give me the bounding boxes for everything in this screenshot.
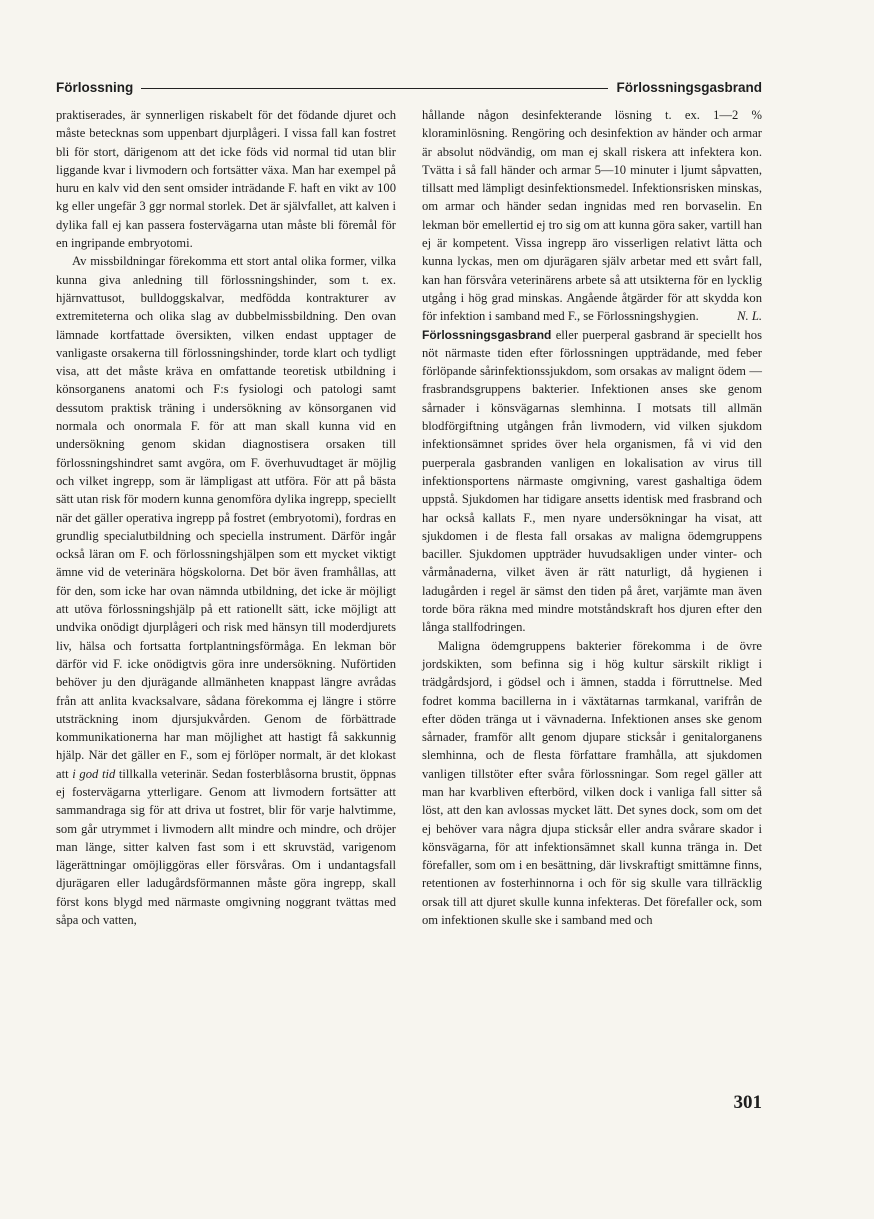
paragraph xyxy=(422,106,762,326)
paragraph-text: Av missbildningar förekomma ett stort antal olika former, vilka kunna giva anledning till förlossningshinder, som t. ex. hjärnvattusot, bulldoggskalvar, medfödda kontrakturer av extremiteterna och olika slag av dubbelmissbildning. Den ovan lämnade kortfattade översikten, vilken endast upptager de vanligaste orsakerna till förlossningshinder, torde klart och tydligt visa, att det måste kräva en omfattande teoretisk utbildning i könsorganens anatomi och F:s fysiologi och patologi samt dessutom praktisk träning i undersökning av könsorganen vid normala och onormala F. för att man skall kunna vid en undersökning genom skidan diagnostisera orsaken till förlossningshindret samt avgöra, om F. överhuvudtaget är möjlig och vilket ingrepp, som är lämpligast att utföra. För att på bästa sätt utan risk för modern kunna genomföra dylika ingrepp, speciellt när det gäller operativa ingrepp på fostret (embryotomi), fordras en grundlig specialutbildning och speciella instrument. Därför ingår också läran om F. och förlossningshjälpen som ett mycket viktigt ämne vid de veterinära högskolorna. Det bör även framhållas, att för den, som icke har ovan nämnda utbildning, det icke är möjligt att utöva förlossningshjälp på ett rationellt sätt, icke möjligt att undvika onödigt djurplågeri och risk med hänsyn till moderdjurets liv, hälsa och fortsatta fortplantningsförmåga. En lekman bör därför vid F. icke onödigtvis göra inre undersökning. Nuförtiden behöver ju den djurägande allmänheten knappast längre avrådas från att anlita kvacksalvare, sådana förekomma ej längre i större utsträckning inom djursjukvården. Genom de förbättrade kommunikationerna har man möjlighet att hastigt få sakkunnig hjälp. När det gäller en F., som ej förlöper normalt, är det klokast att xyxy=(56,254,396,781)
paragraph: praktiserades, är synnerligen riskabelt för det födande djuret och måste betecknas som uppenbart djurplågeri. I vissa fall kan fostret bli för stort, därigenom att det icke föds vid normal tid utan blir liggande kvar i livmodern och fortsätter växa. Man har exempel på huru en kalv vid den sent omsider inträdande F. haft en vikt av 100 kg eller ungefär 3 ggr normal storlek. Det är självfallet, att kalven i dylika fall ej kan passera fostervägarna utan måste bli föremål för en ingripande embryotomi. xyxy=(56,108,396,251)
paragraph-text: tillkalla veterinär. Sedan fosterblåsorna brustit, öppnas ej fostervägarna ytterligare. Genom att livmodern fortsätter att sammandraga sig för att driva ut fostret, blir för varje halvtimme, som går utrymmet i livmodern allt mindre och mindre, och dröjer man länge, sitter kalven fast som i ett skruvstäd, varigenom lägerättningar omöjliggöras eller försvåras. Om i undantagsfall djurägaren eller ladugårdsförmannen måste göra ingrepp, skall först kons blygd med närmaste omgivning noggrant tvättas med såpa och vatten, xyxy=(56,766,396,928)
entry-title: Förlossningsgasbrand xyxy=(422,327,552,342)
header-left-title: Förlossning xyxy=(56,79,134,95)
paragraph-text: eller puerperal gasbrand är speciellt hos nöt närmaste tiden efter förlossningen uppträdande, med feber förlöpande sårinfektionssjukdom, som orsakas av malignt ödem — frasbrandsgruppens bakterier. Infektionen anses ske genom sårnader i könsvägarnas slemhinna. I motsats till allmän blodförgiftning utgången från livmodern, vid vilken sjukdom infektionsämnet sprides över hela organismen, få vi vid den puerperala gasbranden vanligen en lokalisation av virus till infektionsportens närmaste omgivning, varest gashaltiga ödem uppstå. Sjukdomen har tidigare ansetts identisk med frasbrand och har också kallats F., men nyare undersökningar ha visat, att sjukdomen i de flesta fall orsakas av maligna ödemgruppens baciller. Sjukdomen uppträder huvudsakligen under vinter- och vårmånaderna, vilket även är rätt naturligt, då hygienen i ladugården i regel är sämst den tiden på året, varjämte man även torde böra räkna med mindre motståndskraft hos djuren efter den långa stallfodringen. xyxy=(422,327,762,635)
text-columns xyxy=(56,106,762,929)
left-column xyxy=(56,106,396,929)
page-number: 301 xyxy=(733,1092,762,1113)
running-header xyxy=(56,76,762,98)
right-column xyxy=(422,106,762,929)
paragraph-text: hållande någon desinfekterande lösning t. ex. 1—2 % kloraminlösning. Rengöring och desinfektion av händer och armar är absolut nödvändig, om man ej skall riskera att infektera kon. Tvätta i så fall händer och armar 5—10 minuter i ljumt såpvatten, tillsatt med lämpligt desinfektionsmedel. Infektionsrisken minskas, om armar och händer sedan ingnidas med ren borvaselin. En lekman bör emellertid ej tro sig om att kunna göra saker, vartill han ej är kompetent. Vissa ingrepp äro visserligen relativt lätta och kunna lyckas, men om djurägaren själv arbetar med ett svårt fall, kan han försvåra veterinärens arbete så att utsikterna för en lycklig utgång i hög grad minskas. Angående åtgärder för att skydda kon för infektion i samband med F., se Förlossningshygien. xyxy=(422,108,762,324)
author-signature: N. L. xyxy=(737,309,762,324)
emphasis-text: i god tid xyxy=(72,766,116,781)
paragraph: Maligna ödemgruppens bakterier förekomma i de övre jordskikten, som befinna sig i hög kultur särskilt rikligt i trädgårdsjord, i gödsel och i ämnen, stadda i förruttnelse. Med fodret komma bacillerna in i växtätarnas tarmkanal, varifrån de efter döden tränga ut i vävnaderna. Infektionen anses ske genom sårnader, framför allt genom djupare sticksår i genitalorganens slemhinna, och de flesta författare framhålla, att sjukdomen vanligen tillstöter efter svåra förlossningar. Som regel gäller att man har kvarbliven efterbörd, vilken dock i vanliga fall sitter så löst, att den kan avlossas mycket lätt. Det synes dock, som om det ej behöver vara några djupa sticksår eller andra svårare skador i könsvägarna, för att infektionsämnet skall kunna tränga in. Det förefaller, som om i en besättning, där livskraftigt smittämne finns, retentionen av fosterhinnorna i och för sig skulle vara tillräcklig orsak till att djuret skulle kunna infekteras. Det förefaller ock, som om infektionen skulle ske i samband med och xyxy=(422,638,762,928)
paragraph xyxy=(56,252,396,929)
header-right-title: Förlossningsgasbrand xyxy=(616,79,762,95)
paragraph xyxy=(422,326,762,637)
header-rule xyxy=(141,88,608,89)
